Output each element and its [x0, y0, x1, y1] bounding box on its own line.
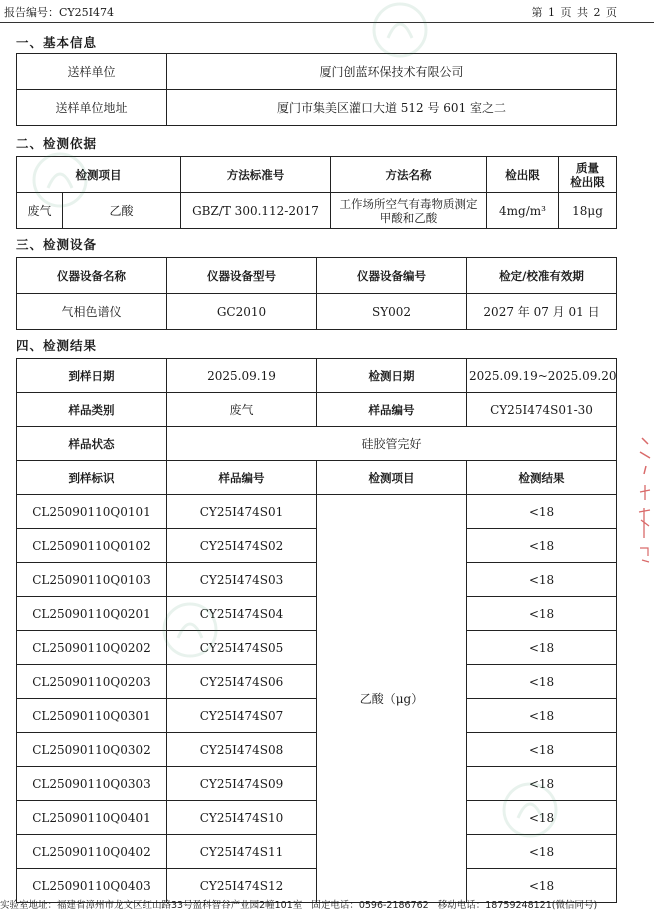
equipment-header-model: 仪器设备型号 [167, 258, 317, 294]
basis-mass-limit: 18μg [559, 193, 617, 229]
section-title-equipment: 三、检测设备 [16, 237, 98, 252]
sample-number-cell: CY25I474S06 [167, 665, 317, 699]
result-cell: <18 [467, 597, 617, 631]
equipment-header-name: 仪器设备名称 [17, 258, 167, 294]
result-cell: <18 [467, 869, 617, 903]
sample-number-label: 样品编号 [317, 393, 467, 427]
equipment-number: SY002 [317, 294, 467, 330]
sample-id-cell: CL25090110Q0402 [17, 835, 167, 869]
report-number: 报告编号：CY25I474 [4, 6, 115, 19]
sample-id-cell: CL25090110Q0102 [17, 529, 167, 563]
arrival-date-value: 2025.09.19 [167, 359, 317, 393]
results-header-result: 检测结果 [467, 461, 617, 495]
result-cell: <18 [467, 529, 617, 563]
sample-type-label: 样品类别 [17, 393, 167, 427]
basis-header-standard: 方法标准号 [181, 157, 331, 193]
result-cell: <18 [467, 495, 617, 529]
equipment-validity: 2027 年 07 月 01 日 [467, 294, 617, 330]
sample-number-cell: CY25I474S09 [167, 767, 317, 801]
basis-header-mass-limit: 质量 检出限 [559, 157, 617, 193]
sample-id-cell: CL25090110Q0303 [17, 767, 167, 801]
equipment-header-number: 仪器设备编号 [317, 258, 467, 294]
sample-status-value: 硅胶管完好 [167, 427, 617, 461]
signature-mark [636, 430, 654, 580]
sample-number-cell: CY25I474S10 [167, 801, 317, 835]
sample-id-cell: CL25090110Q0302 [17, 733, 167, 767]
basis-category: 废气 [17, 193, 63, 229]
page-header [0, 0, 654, 23]
sample-id-cell: CL25090110Q0103 [17, 563, 167, 597]
results-header-sample-no: 样品编号 [167, 461, 317, 495]
equipment-table [16, 257, 617, 330]
address-label: 送样单位地址 [17, 90, 167, 126]
sample-number-cell: CY25I474S07 [167, 699, 317, 733]
test-date-label: 检测日期 [317, 359, 467, 393]
sample-number-cell: CY25I474S03 [167, 563, 317, 597]
sample-number-cell: CY25I474S08 [167, 733, 317, 767]
page-indicator: 第 1 页 共 2 页 [531, 6, 618, 19]
sample-id-cell: CL25090110Q0201 [17, 597, 167, 631]
page-footer [0, 897, 654, 911]
sample-id-cell: CL25090110Q0301 [17, 699, 167, 733]
watermark-logo [500, 780, 560, 840]
result-cell: <18 [467, 733, 617, 767]
basis-limit: 4mg/m³ [487, 193, 559, 229]
section-title-basic: 一、基本信息 [16, 35, 98, 50]
equipment-header-validity: 检定/校准有效期 [467, 258, 617, 294]
test-date-value: 2025.09.19~2025.09.20 [467, 359, 617, 393]
result-cell: <18 [467, 631, 617, 665]
result-cell: <18 [467, 801, 617, 835]
watermark-logo [160, 600, 220, 660]
table-row [17, 495, 617, 529]
results-header-id: 到样标识 [17, 461, 167, 495]
arrival-date-label: 到样日期 [17, 359, 167, 393]
result-cell: <18 [467, 665, 617, 699]
mobile-phone: 移动电话：18759248121(微信同号) [437, 900, 598, 911]
sample-id-cell: CL25090110Q0202 [17, 631, 167, 665]
sample-number-cell: CY25I474S05 [167, 631, 317, 665]
equipment-name: 气相色谱仪 [17, 294, 167, 330]
basis-item: 乙酸 [63, 193, 181, 229]
basis-standard: GBZ/T 300.112-2017 [181, 193, 331, 229]
equipment-model: GC2010 [167, 294, 317, 330]
result-cell: <18 [467, 563, 617, 597]
fixed-phone: 固定电话：0596-2186762 [311, 900, 429, 911]
lab-address: 实验室地址：福建省漳州市龙文区红山路33号盈科智谷产业园2幢101室 [0, 900, 303, 911]
sample-number-cell: CY25I474S04 [167, 597, 317, 631]
sample-number-cell: CY25I474S11 [167, 835, 317, 869]
basic-info-table [16, 53, 617, 126]
watermark-logo [370, 0, 430, 60]
address-value: 厦门市集美区灌口大道 512 号 601 室之二 [167, 90, 617, 126]
sample-id-cell: CL25090110Q0101 [17, 495, 167, 529]
basis-method: 工作场所空气有毒物质测定 甲酸和乙酸 [331, 193, 487, 229]
sample-number-cell: CY25I474S12 [167, 869, 317, 903]
sample-id-cell: CL25090110Q0403 [17, 869, 167, 903]
sample-status-label: 样品状态 [17, 427, 167, 461]
result-cell: <18 [467, 699, 617, 733]
test-item-cell: 乙酸（μg） [317, 495, 467, 903]
watermark-logo [30, 150, 90, 210]
client-value: 厦门创蓝环保技术有限公司 [167, 54, 617, 90]
result-cell: <18 [467, 835, 617, 869]
basis-table [16, 156, 617, 229]
sample-number-cell: CY25I474S01 [167, 495, 317, 529]
section-title-results: 四、检测结果 [16, 338, 98, 353]
basis-header-method: 方法名称 [331, 157, 487, 193]
sample-number-value: CY25I474S01-30 [467, 393, 617, 427]
sample-type-value: 废气 [167, 393, 317, 427]
client-label: 送样单位 [17, 54, 167, 90]
section-title-basis: 二、检测依据 [16, 136, 98, 151]
sample-id-cell: CL25090110Q0401 [17, 801, 167, 835]
basis-header-limit: 检出限 [487, 157, 559, 193]
sample-id-cell: CL25090110Q0203 [17, 665, 167, 699]
basis-header-item: 检测项目 [17, 157, 181, 193]
results-header-test-item: 检测项目 [317, 461, 467, 495]
result-cell: <18 [467, 767, 617, 801]
sample-number-cell: CY25I474S02 [167, 529, 317, 563]
